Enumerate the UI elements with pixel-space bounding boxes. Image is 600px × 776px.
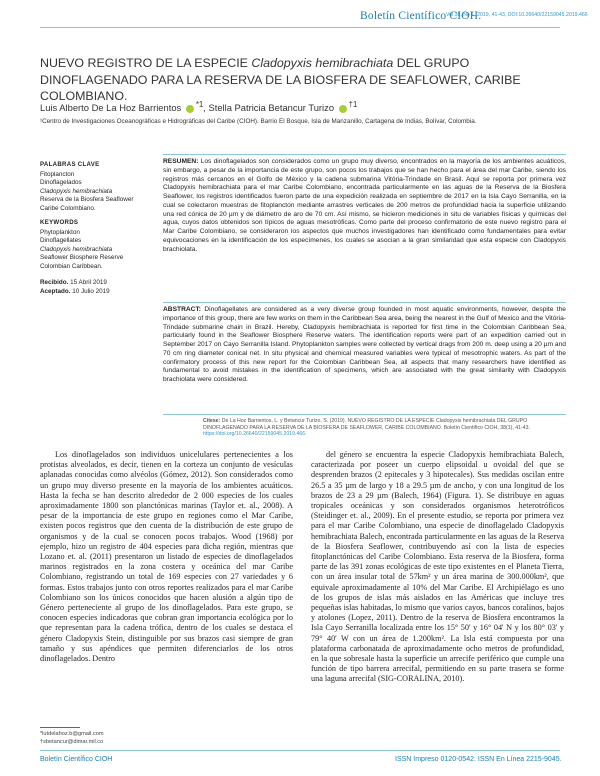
author-name: Luis Alberto De La Hoz Barrientos [40, 102, 182, 114]
resumen-text: Los dinoflagelados son considerados como un grupo muy diverso, encontrados en la mayoría de los ambientes acuáticos, sin embargo, a pesar de la importancia de este grupo, son pocos los trabajos que se han hecho para el área del mar Caribe, siendo los registros más cercanos en el Golfo de México y la cadena submarina Vitória-Trindade en Brasil. Aquí se reporta por primera vez Cladopyxis hemibrachiata para el mar Caribe Colombiano, encontrada particularmente en las aguas de la Reserva de la Biosfera Seaflower, los registros identificados fueron parte de una expedición realizada en septiembre de 2017 en la Isla Cayo Serranilla, en la cual se colectaron muestras de fitoplancton mediante arrastres verticales de 200 metros de profundidad hacia la superficie utilizando una red cónica de 20 µm y de diámetro de aro de 70 cm. Así mismo, se hicieron mediciones in situ de variables físicas y químicas del agua, cuyos datos obtenidos son típicos de aguas mesotróficas. Como parte del proceso confirmatorio de este nuevo registro para el Mar Caribe Colombiano, se consideraron los aspectos que muchos investigadores han identificado como fundamentales para evitar equivocaciones en la identificación de los especímenes, los cuales se asocian a la gran similaridad que esta especie con Cladopyxis brachiolata. [163, 158, 566, 253]
abstract [163, 306, 566, 385]
footnote-email[interactable]: †sbetancur@dimar.mil.co [40, 738, 104, 745]
keyword-item: Phytoplankton [40, 228, 80, 236]
orcid-icon[interactable] [339, 105, 347, 113]
keyword-item: Colombian Caribbean. [40, 262, 103, 270]
received-label: Recibido. [40, 279, 69, 286]
keyword-item: Seaflower Biosphere Reserve [40, 254, 124, 261]
body-column-right: del género se encuentra la especie Cladopyxis hemibrachiata Balech, caracterizada por poseer un cuerpo elipsoidal u ovoidal del que se desprenden brazos (2 epitecales y 3 hipotecales). Sus medidas oscilan entre 26.5 a 35 µm de largo y 18 a 29.5 µm de ancho, y con una longitud de los brazos de 23 a 29 µm (Balech, 1964) (Figura. 1). Se distribuye en aguas tropicales oceánicas y son considerados organismos heterotróficos (Steidinger et. al., 2009). En el presente estudio, se reporta por primera vez para el mar Caribe Colombiano, una especie de dinoflagelado Cladopyxis hemibrachiata Balech, encontrada particularmente en las aguas de la Reserva de la Biosfera Seaflower, contribuyendo así con la lista de especies fitoplanctónicas del Caribe Colombiano. Esta reserva de la Biosfera, forma parte de las 391 zonas ecológicas de este tipo existentes en el Planeta Tierra, con un área insular total de 57km² y un área marina de 300.000km², que equivale aproximadamente al 10% del Mar Caribe. El Archipiélago es uno de los grupos de islas más aislados en las Américas que incluye tres pequeñas islas habitadas, lo mismo que varios cayos, bancos coralinos, bajos y atolones (Lopez, 2011). Dentro de la reserva de Biosfera encontramos la Isla Cayo Serranilla localizada entre los 15° 50' y 16° 04' N y los 80° 03' y 79° 40' W con un área de 1.200km². La Isla está compuesta por una plataforma carbonatada de aproximadamente ocho metros de profundidad, en la que sobresale hasta la superficie un arrecife periférico que cumple una función de tipo barrera arrecifal, permitiendo en su parte trasera se forme una laguna arrecifal (SIG-CORALINA, 2010). [311, 450, 564, 684]
paper-title: NUEVO REGISTRO DE LA ESPECIE Cladopyxis hemibrachiata DEL GRUPO DINOFLAGENADO PARA LA RESERVA DE LA BIOSFERA DE SEAFLOWER, CARIBE COLOMBIANO. [40, 56, 521, 104]
footer-divider [40, 750, 560, 751]
authors [40, 100, 357, 113]
orcid-icon[interactable] [186, 105, 194, 113]
footnote-email[interactable]: *lutdelahoz.b@gmail.com [40, 731, 104, 737]
keywords-heading-en: KEYWORDS [40, 219, 79, 226]
footnote-divider [40, 727, 80, 728]
resumen-top-divider [163, 154, 566, 155]
author-sup: *1 [195, 100, 204, 109]
received-date: 15 Abril 2019 [68, 279, 107, 286]
footnotes [40, 731, 104, 746]
abstract-text: Dinoflagellates are considered as a very diverse group founded in most aquatic environments, however, despite the importance of this group, there are few works on them in the Caribbean Sea area, being the nearest in the Gulf of Mexico and the Vitória-Trindade submarine chain in Brazil. Hereby, Cladopyxis hemibrachiata is reported for first time in the Colombian Caribbean Sea, particularly found in the Seaflower Biosphere Reserve waters. The identification reports were part of an expedition carried out in September 2017 on Cayo Serranilla Island. Phytoplankton samples were collected by vertical drags from 200 m. deep using a 20 µm and 70 cm ring diameter conical net. In situ physical and chemical measured variables were typical of mesotrophic waters. As part of the confirmatory process of this new report for the Colombian Caribbean Sea, all aspects that many researchers have identified as fundamental to avoid mistakes in the identification of specimens, which are associated with the great similarity with Cladopyxis brachiolata were considered. [163, 306, 566, 383]
keyword-item: Cladopyxis hemibrachiata [40, 187, 113, 195]
dates [40, 279, 150, 296]
affiliation: ¹Centro de Investigaciones Oceanográficas e Hidrográficas del Caribe (CIOH). Barrio El Bosque, Isla de Manzanillo, Cartagena de Indias, Bolívar, Colombia. [40, 118, 477, 125]
citation-text: De La Hoz Barrientos, L. y Betancur Turizo, S. (2019). NUEVO REGISTRO DE LA ESPECIE Cladopyxis hemibrachiata DEL GRUPO DINOFLAGENADO PARA LA RESERVA DE LA BIOSFERA DE SEAFLOWER, CARIBE COLOMBIANO. Boletín Científico CIOH, 38(1), 41-43. [203, 418, 530, 431]
author-sup: †1 [348, 100, 358, 109]
header-divider [40, 27, 560, 28]
doi-link[interactable]: https://doi.org/10.26640/22159045.2019.466. [203, 431, 307, 438]
keyword-item: Cladopyxis hemibrachiata [40, 245, 113, 253]
accepted-date: 10 Julio 2019 [70, 287, 110, 295]
abstract-label: ABSTRACT: [163, 306, 201, 313]
keywords-heading-es: PALABRAS CLAVE [40, 161, 100, 168]
keywords-panel [40, 161, 150, 296]
resumen-label: RESUMEN: [163, 158, 199, 165]
keyword-item: Dinoflagellates [40, 237, 82, 244]
author-name: , Stella Patricia Betancur Turizo [203, 102, 335, 114]
keyword-item: Dinoflagelados [40, 179, 82, 186]
journal-title: Boletín Científico CIOH. [360, 10, 482, 22]
keyword-item: Caribe Colombiano. [40, 204, 96, 212]
footer-journal: Boletín Científico CIOH [40, 756, 113, 763]
footer-issn: ISSN Impreso 0120-0542. ISSN En Línea 2215-9045. [395, 756, 562, 763]
citation [203, 418, 573, 438]
abstract-bottom-divider [163, 414, 566, 415]
body-column-left: Los dinoflagelados son individuos unicelulares pertenecientes a los protistas alveolados, es decir, tienen en la corteza un conjunto de vesículas aplanadas conocidas como alvéolos (Gómez, 2012). Son considerados como un grupo muy diverso presente en la mayoría de los ambientes acuáticos. Hasta la fecha se han descrito alrededor de 2 000 especies de los cuales aproximadamente 1800 son planctónicas marinas (Taylor et. al., 2008). A pesar de la importancia de este grupo en regiones como el Mar Caribe, existen pocos registros que den cuenta de la distribución de este grupo de organismos y de la cual se conocen pocos trabajos. Wood (1968) por ejemplo, hizo un registro de 404 especies para dicha región, mientras que Lozano et. al. (2011) presentaron un listado de especies de dinoflagelados marinos registrados en la zona costera y oceánica del mar Caribe Colombiano, registrando un total de 169 especies con 27 variedades y 6 formas. Estos trabajos junto con otros reportes realizados para el mar Caribe Colombiano son los únicos conocidos que hacen alusión a algún tipo de Género perteneciente al grupo de los dinoflagelados. Para este grupo, se conocen especies indicadoras que cobran gran importancia ecológica por lo que representan para la cadena trófica, dentro de los cuales se destaca el género Cladopyxis Stein, distinguible por sus brazos casi siempre de gran tamaño y sus apéndices que permiten diferenciarlos de los otros dinoflagelados. Dentro [40, 450, 293, 664]
resumen [163, 158, 566, 254]
keyword-item: Fitoplancton [40, 170, 75, 178]
citation-label: Citese: [203, 418, 221, 424]
keyword-item: Reserva de la Biosfera Seaflower [40, 196, 134, 203]
abstract-top-divider [163, 302, 566, 303]
journal-meta: Vol 38, No 1, 2019, 41-43, DOI:10.26640/22159045.2019.466 [446, 12, 588, 18]
accepted-label: Aceptado. [40, 287, 71, 295]
